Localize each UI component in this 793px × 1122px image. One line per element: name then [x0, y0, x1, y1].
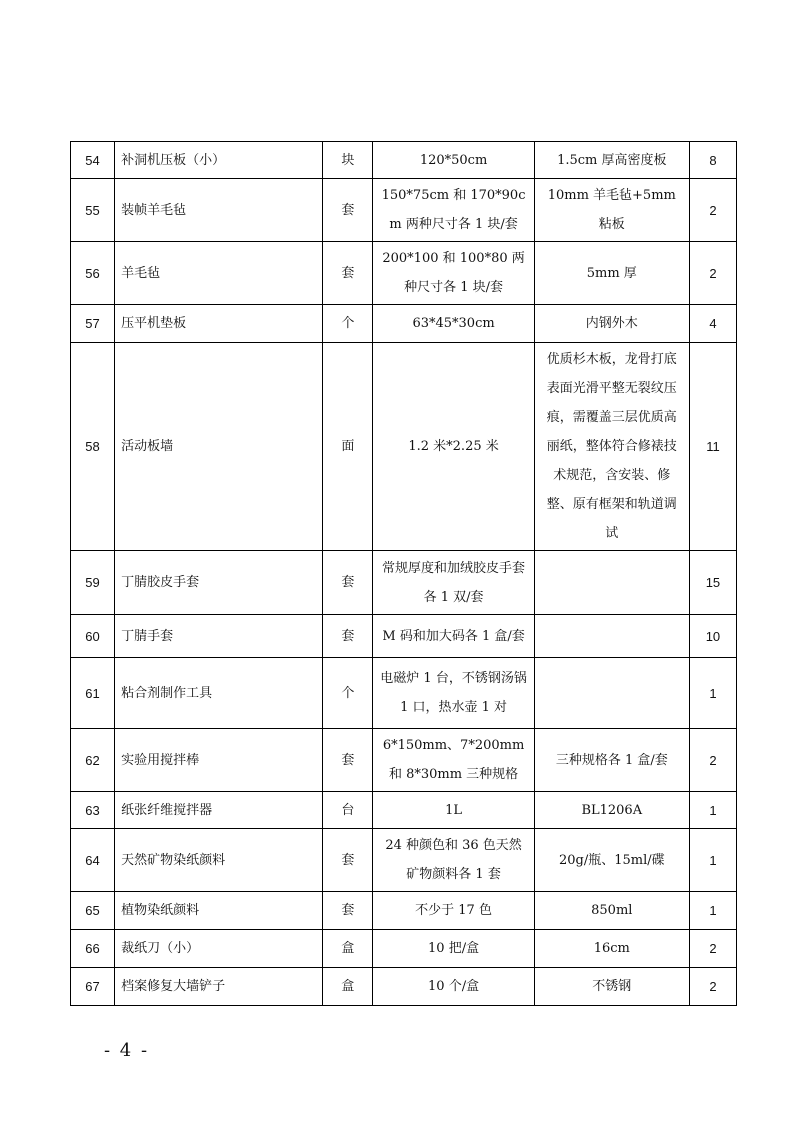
item-unit: 个 [323, 658, 373, 729]
row-number: 54 [71, 142, 115, 179]
item-name: 天然矿物染纸颜料 [115, 829, 323, 892]
item-quantity: 15 [689, 551, 736, 615]
item-spec: 6*150mm、7*200mm 和 8*30mm 三种规格 [373, 729, 534, 792]
item-spec: 1.2 米*2.25 米 [373, 343, 534, 551]
item-name: 补洞机压板（小） [115, 142, 323, 179]
item-name: 羊毛毡 [115, 242, 323, 305]
table-row [71, 142, 737, 179]
item-note: 1.5cm 厚高密度板 [534, 142, 689, 179]
item-quantity: 2 [689, 930, 736, 968]
item-name: 压平机垫板 [115, 305, 323, 343]
row-number: 55 [71, 179, 115, 242]
item-name: 活动板墙 [115, 343, 323, 551]
item-unit: 盒 [323, 968, 373, 1006]
item-note [534, 551, 689, 615]
table-row [71, 968, 737, 1006]
row-number: 60 [71, 615, 115, 658]
item-quantity: 4 [689, 305, 736, 343]
table-row [71, 658, 737, 729]
item-spec: 24 种颜色和 36 色天然矿物颜料各 1 套 [373, 829, 534, 892]
table-row [71, 729, 737, 792]
row-number: 66 [71, 930, 115, 968]
table-row [71, 829, 737, 892]
item-quantity: 2 [689, 729, 736, 792]
page-number: - 4 - [104, 1040, 150, 1061]
item-note: 内钢外木 [534, 305, 689, 343]
item-quantity: 2 [689, 242, 736, 305]
item-unit: 套 [323, 551, 373, 615]
table-row [71, 343, 737, 551]
item-quantity: 2 [689, 968, 736, 1006]
row-number: 57 [71, 305, 115, 343]
item-note [534, 658, 689, 729]
row-number: 64 [71, 829, 115, 892]
item-spec: 不少于 17 色 [373, 892, 534, 930]
table-row [71, 892, 737, 930]
item-spec: 常规厚度和加绒胶皮手套各 1 双/套 [373, 551, 534, 615]
table-row [71, 615, 737, 658]
item-name: 装帧羊毛毡 [115, 179, 323, 242]
item-spec: 电磁炉 1 台，不锈钢汤锅 1 口，热水壶 1 对 [373, 658, 534, 729]
item-note: 20g/瓶、15ml/碟 [534, 829, 689, 892]
item-name: 档案修复大墙铲子 [115, 968, 323, 1006]
item-note: 不锈钢 [534, 968, 689, 1006]
item-quantity: 11 [689, 343, 736, 551]
item-note: 850ml [534, 892, 689, 930]
item-quantity: 8 [689, 142, 736, 179]
row-number: 61 [71, 658, 115, 729]
table-row [71, 242, 737, 305]
row-number: 65 [71, 892, 115, 930]
item-note: 优质杉木板，龙骨打底表面光滑平整无裂纹压痕，需覆盖三层优质高丽纸，整体符合修裱技术规范，含安装、修整、原有框架和轨道调试 [534, 343, 689, 551]
item-note: BL1206A [534, 792, 689, 829]
item-note [534, 615, 689, 658]
table-row [71, 792, 737, 829]
item-quantity: 1 [689, 829, 736, 892]
item-quantity: 1 [689, 792, 736, 829]
item-note: 10mm 羊毛毡+5mm 粘板 [534, 179, 689, 242]
item-quantity: 1 [689, 658, 736, 729]
item-name: 丁腈胶皮手套 [115, 551, 323, 615]
item-unit: 面 [323, 343, 373, 551]
item-spec: 1L [373, 792, 534, 829]
item-unit: 套 [323, 242, 373, 305]
table-row [71, 179, 737, 242]
table-row [71, 551, 737, 615]
item-note: 16cm [534, 930, 689, 968]
item-unit: 套 [323, 729, 373, 792]
item-quantity: 1 [689, 892, 736, 930]
item-name: 实验用搅拌棒 [115, 729, 323, 792]
equipment-table-body [71, 142, 737, 1006]
item-unit: 套 [323, 615, 373, 658]
row-number: 67 [71, 968, 115, 1006]
item-unit: 盒 [323, 930, 373, 968]
item-name: 丁腈手套 [115, 615, 323, 658]
item-spec: 120*50cm [373, 142, 534, 179]
item-name: 粘合剂制作工具 [115, 658, 323, 729]
item-spec: 10 个/盒 [373, 968, 534, 1006]
item-name: 纸张纤维搅拌器 [115, 792, 323, 829]
item-quantity: 2 [689, 179, 736, 242]
item-note: 三种规格各 1 盒/套 [534, 729, 689, 792]
item-spec: M 码和加大码各 1 盒/套 [373, 615, 534, 658]
item-unit: 套 [323, 892, 373, 930]
item-spec: 10 把/盒 [373, 930, 534, 968]
item-spec: 63*45*30cm [373, 305, 534, 343]
row-number: 63 [71, 792, 115, 829]
equipment-table [70, 141, 737, 1006]
row-number: 62 [71, 729, 115, 792]
item-name: 植物染纸颜料 [115, 892, 323, 930]
item-unit: 块 [323, 142, 373, 179]
row-number: 59 [71, 551, 115, 615]
item-note: 5mm 厚 [534, 242, 689, 305]
item-unit: 台 [323, 792, 373, 829]
item-name: 裁纸刀（小） [115, 930, 323, 968]
item-spec: 150*75cm 和 170*90cm 两种尺寸各 1 块/套 [373, 179, 534, 242]
item-unit: 套 [323, 829, 373, 892]
item-quantity: 10 [689, 615, 736, 658]
table-row [71, 930, 737, 968]
row-number: 56 [71, 242, 115, 305]
item-unit: 个 [323, 305, 373, 343]
table-row [71, 305, 737, 343]
item-spec: 200*100 和 100*80 两种尺寸各 1 块/套 [373, 242, 534, 305]
item-unit: 套 [323, 179, 373, 242]
row-number: 58 [71, 343, 115, 551]
